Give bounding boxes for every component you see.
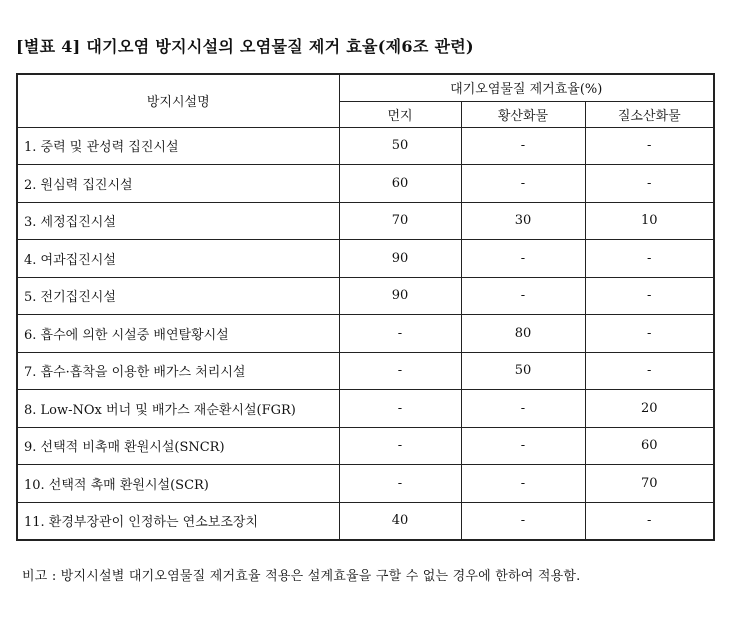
facility-name-cell: 9. 선택적 비촉매 환원시설(SNCR): [17, 427, 339, 465]
nox-cell: 10: [585, 202, 714, 240]
nox-cell: 60: [585, 427, 714, 465]
dust-cell: -: [339, 315, 461, 353]
sox-cell: -: [461, 465, 585, 503]
sox-cell: -: [461, 127, 585, 165]
nox-cell: -: [585, 502, 714, 540]
table-row: [17, 127, 714, 165]
nox-cell: -: [585, 165, 714, 203]
sox-cell: -: [461, 240, 585, 278]
document-title: [별표 4] 대기오염 방지시설의 오염물질 제거 효율(제6조 관련): [16, 37, 474, 56]
table-row: [17, 202, 714, 240]
sox-cell: -: [461, 277, 585, 315]
dust-cell: 90: [339, 277, 461, 315]
sox-cell: -: [461, 502, 585, 540]
facility-name-cell: 11. 환경부장관이 인정하는 연소보조장치: [17, 502, 339, 540]
facility-name-cell: 2. 원심력 집진시설: [17, 165, 339, 203]
nox-cell: -: [585, 240, 714, 278]
header-facility-name: 방지시설명: [17, 74, 339, 127]
sox-cell: -: [461, 390, 585, 428]
dust-cell: -: [339, 390, 461, 428]
header-dust: 먼지: [339, 101, 461, 127]
facility-name-cell: 4. 여과집진시설: [17, 240, 339, 278]
nox-cell: 20: [585, 390, 714, 428]
facility-name-cell: 7. 흡수·흡착을 이용한 배가스 처리시설: [17, 352, 339, 390]
facility-name-cell: 10. 선택적 촉매 환원시설(SCR): [17, 465, 339, 503]
sox-cell: 50: [461, 352, 585, 390]
table-row: [17, 352, 714, 390]
table-row: [17, 502, 714, 540]
sox-cell: -: [461, 165, 585, 203]
facility-name-cell: 5. 전기집진시설: [17, 277, 339, 315]
table-row: [17, 465, 714, 503]
dust-cell: -: [339, 352, 461, 390]
table-row: [17, 390, 714, 428]
header-removal-efficiency: 대기오염물질 제거효율(%): [339, 74, 714, 101]
facility-name-cell: 1. 중력 및 관성력 집진시설: [17, 127, 339, 165]
nox-cell: -: [585, 352, 714, 390]
table-row: [17, 240, 714, 278]
removal-efficiency-table: [16, 73, 715, 541]
header-nitrogen-oxides: 질소산화물: [585, 101, 714, 127]
table-row: [17, 165, 714, 203]
nox-cell: -: [585, 127, 714, 165]
sox-cell: -: [461, 427, 585, 465]
facility-name-cell: 6. 흡수에 의한 시설중 배연탈황시설: [17, 315, 339, 353]
header-sulfur-oxides: 황산화물: [461, 101, 585, 127]
sox-cell: 80: [461, 315, 585, 353]
dust-cell: 50: [339, 127, 461, 165]
dust-cell: -: [339, 465, 461, 503]
nox-cell: 70: [585, 465, 714, 503]
dust-cell: 40: [339, 502, 461, 540]
dust-cell: 60: [339, 165, 461, 203]
facility-name-cell: 8. Low-NOx 버너 및 배가스 재순환시설(FGR): [17, 390, 339, 428]
dust-cell: -: [339, 427, 461, 465]
table-row: [17, 427, 714, 465]
dust-cell: 70: [339, 202, 461, 240]
table-row: [17, 315, 714, 353]
sox-cell: 30: [461, 202, 585, 240]
dust-cell: 90: [339, 240, 461, 278]
nox-cell: -: [585, 277, 714, 315]
nox-cell: -: [585, 315, 714, 353]
facility-name-cell: 3. 세정집진시설: [17, 202, 339, 240]
table-footnote: 비고 : 방지시설별 대기오염물질 제거효율 적용은 설계효율을 구할 수 없는 경우에 한하여 적용함.: [22, 569, 581, 584]
table-row: [17, 277, 714, 315]
